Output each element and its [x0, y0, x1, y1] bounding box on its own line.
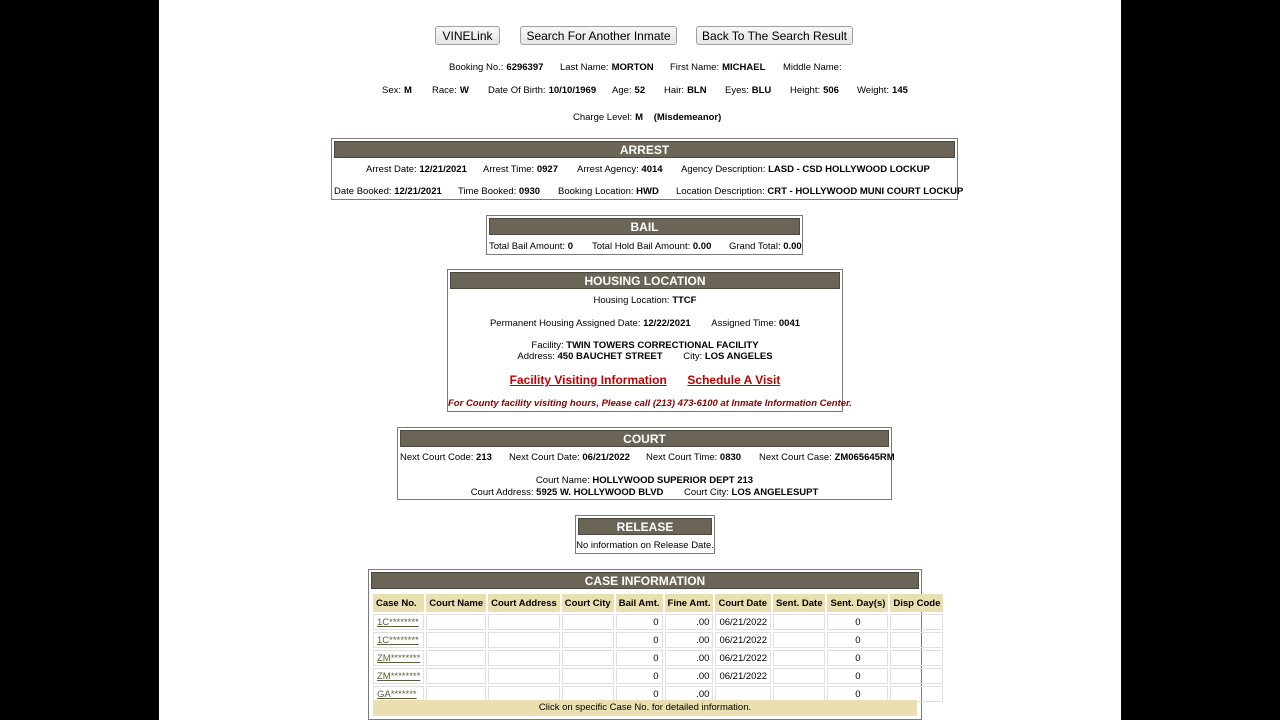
bail-panel: [486, 215, 803, 255]
column-header: Court Name: [426, 594, 486, 612]
arrest-panel: [331, 138, 964, 200]
housing-links: [448, 373, 842, 387]
case-no-link[interactable]: ZM********: [377, 670, 421, 682]
facility-visiting-information-link[interactable]: Facility Visiting Information: [509, 373, 667, 387]
column-header: Fine Amt.: [665, 594, 714, 612]
facility-address: Address: 450 BAUCHET STREET City: LOS ANGELES: [517, 351, 773, 362]
middle-name: Middle Name:: [783, 62, 842, 73]
case-information-panel: [368, 569, 941, 720]
bail-header: BAIL: [489, 218, 800, 235]
case-table-footer: Click on specific Case No. for detailed information.: [373, 700, 917, 716]
arrest-header: ARREST: [334, 141, 955, 158]
page: [159, 0, 1121, 720]
release-info: No information on Release Date.: [576, 540, 714, 551]
booking-no: Booking No.: 6296397: [449, 62, 544, 73]
eyes: Eyes: BLU: [725, 85, 772, 96]
case-no-link[interactable]: GA*******: [377, 688, 417, 700]
visiting-hours-note: For County facility visiting hours, Please call (213) 473-6100 at Inmate Information Center.: [448, 398, 852, 409]
grand-total: Grand Total: 0.00: [729, 241, 802, 252]
race: Race: W: [432, 85, 469, 96]
release-panel: [575, 515, 715, 554]
column-header: Court Address: [488, 594, 560, 612]
date-booked: Date Booked: 12/21/2021: [334, 186, 442, 197]
weight: Weight: 145: [857, 85, 908, 96]
next-court-case: Next Court Case: ZM065645RM: [759, 452, 895, 463]
column-header: Case No.: [373, 594, 424, 612]
arrest-agency: Arrest Agency: 4014: [577, 164, 663, 175]
table-row: ZM******** 0 .00 06/21/2022 0: [373, 668, 943, 684]
arrest-date: Arrest Date: 12/21/2021: [366, 164, 467, 175]
last-name: Last Name: MORTON: [560, 62, 654, 73]
permanent-housing: Permanent Housing Assigned Date: 12/22/2021 Assigned Time: 0041: [489, 318, 801, 329]
table-row: ZM******** 0 .00 06/21/2022 0: [373, 650, 943, 666]
date-of-birth: Date Of Birth: 10/10/1969: [488, 85, 597, 96]
case-table: [371, 592, 945, 704]
table-row: 1C******** 0 .00 06/21/2022 0: [373, 614, 943, 630]
search-another-inmate-button[interactable]: Search For Another Inmate: [520, 26, 677, 45]
column-header: Sent. Date: [773, 594, 825, 612]
court-name: Court Name: HOLLYWOOD SUPERIOR DEPT 213: [535, 475, 754, 486]
case-no-link[interactable]: ZM********: [377, 652, 421, 664]
table-row: 1C******** 0 .00 06/21/2022 0: [373, 632, 943, 648]
column-header: Court City: [562, 594, 614, 612]
court-address: Court Address: 5925 W. HOLLYWOOD BLVD Court City: LOS ANGELESUPT: [470, 487, 819, 498]
column-header: Disp Code: [890, 594, 943, 612]
total-bail-amount: Total Bail Amount: 0: [489, 241, 573, 252]
facility: Facility: TWIN TOWERS CORRECTIONAL FACILITY: [531, 340, 759, 351]
vinelink-button[interactable]: VINELink: [435, 26, 500, 45]
first-name: First Name: MICHAEL: [670, 62, 766, 73]
case-information-header: CASE INFORMATION: [371, 572, 919, 589]
total-hold-bail-amount: Total Hold Bail Amount: 0.00: [592, 241, 712, 252]
table-row: GA******* 0 .00 0: [373, 686, 943, 702]
time-booked: Time Booked: 0930: [458, 186, 541, 197]
hair: Hair: BLN: [664, 85, 707, 96]
location-description: Location Description: CRT - HOLLYWOOD MUNI COURT LOCKUP: [676, 186, 964, 197]
next-court-date: Next Court Date: 06/21/2022: [509, 452, 630, 463]
column-header: Bail Amt.: [616, 594, 663, 612]
case-no-link[interactable]: 1C********: [377, 634, 419, 646]
booking-location: Booking Location: HWD: [558, 186, 659, 197]
schedule-a-visit-link[interactable]: Schedule A Visit: [687, 373, 781, 387]
housing-location-panel: [447, 269, 852, 412]
back-to-search-result-button[interactable]: Back To The Search Result: [696, 26, 853, 45]
charge-level: Charge Level: M (Misdemeanor): [573, 112, 722, 123]
court-panel: [397, 427, 895, 500]
housing-location: Housing Location: TTCF: [593, 295, 697, 306]
height: Height: 506: [790, 85, 839, 96]
court-header: COURT: [400, 430, 889, 447]
arrest-time: Arrest Time: 0927: [483, 164, 558, 175]
agency-description: Agency Description: LASD - CSD HOLLYWOOD LOCKUP: [681, 164, 930, 175]
column-header: Sent. Day(s): [827, 594, 888, 612]
age: Age: 52: [612, 85, 646, 96]
sex: Sex: M: [382, 85, 412, 96]
column-header: Court Date: [715, 594, 771, 612]
release-header: RELEASE: [578, 518, 712, 535]
case-no-link[interactable]: 1C********: [377, 616, 419, 628]
next-court-code: Next Court Code: 213: [400, 452, 492, 463]
case-table-header-row: [373, 594, 943, 612]
next-court-time: Next Court Time: 0830: [646, 452, 742, 463]
housing-header: HOUSING LOCATION: [450, 272, 840, 289]
